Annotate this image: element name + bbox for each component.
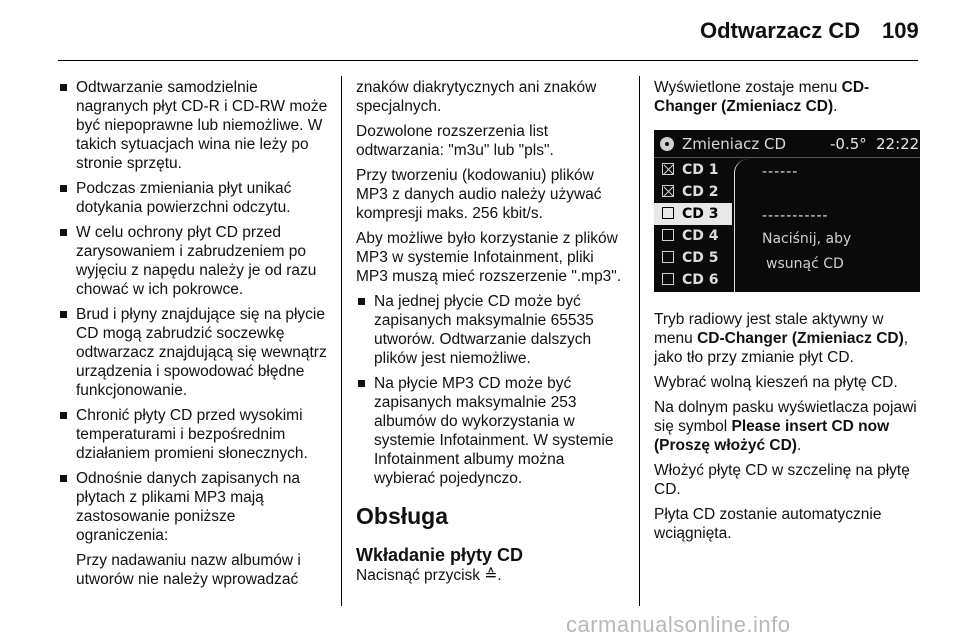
- screen-title: Zmieniacz CD: [682, 135, 787, 153]
- cd-slot-item-selected[interactable]: [654, 203, 732, 225]
- screen-separator: [734, 159, 752, 292]
- column-2: [356, 78, 626, 591]
- paragraph: Włożyć płytę CD w szczelinę na płytę CD.: [654, 462, 910, 498]
- empty-checkbox-icon: [662, 229, 674, 241]
- bullet-item: W celu ochrony płyt CD przed zarysowaniem i zabrudzeniem po wyjęciu z napędu należy je od razu chować w ich pokrowce.: [58, 223, 330, 299]
- cd-slot-item[interactable]: [654, 247, 732, 269]
- text-span: Na dolnym pasku wyświetlacza pojawi się symbol: [654, 399, 917, 435]
- column-1: [58, 78, 330, 595]
- text-span: Tryb radiowy jest stale aktywny w menu: [654, 311, 884, 347]
- cd-slot-item[interactable]: [654, 225, 732, 247]
- watermark: carmanualsonline.info: [566, 612, 791, 637]
- bullet-item: Na jednej płycie CD może być zapisanych maksymalnie 65535 utworów. Odtwarzanie dalszych plików jest niemożliwe.: [356, 292, 626, 368]
- empty-checkbox-icon: [662, 207, 674, 219]
- paragraph: Przy tworzeniu (kodowaniu) plików MP3 z danych audio należy używać kompresji maks. 256 kbit/s.: [356, 167, 602, 222]
- occupied-checkbox-icon: [662, 163, 674, 175]
- paragraph: Aby możliwe było korzystanie z plików MP3 w systemie Infotainment, pliki MP3 muszą mieć rozszerzenie ".mp3".: [356, 230, 622, 285]
- column-3: [654, 78, 926, 549]
- text-span: .: [833, 98, 838, 115]
- bullet-item: Podczas zmieniania płyt unikać dotykania powierzchni odczytu.: [58, 179, 330, 217]
- subsection-heading: Wkładanie płyty CD: [356, 545, 524, 565]
- cd-slot-label: CD 3: [682, 206, 719, 222]
- menu-name: CD-Changer (Zmieniacz CD): [697, 330, 904, 347]
- paragraph: [654, 310, 926, 367]
- track-placeholder: ------: [762, 164, 799, 180]
- cd-slot-item[interactable]: [654, 181, 732, 203]
- text-span: .: [796, 437, 802, 454]
- menu-name: CD-Changer (Zmieniacz CD): [654, 79, 870, 115]
- paragraph: Płyta CD zostanie automatycznie wciągnięta.: [654, 506, 882, 542]
- text-span: Wyświetlone zostaje menu: [654, 79, 842, 96]
- section-heading: Obsługa: [356, 503, 449, 529]
- screen-status-bar: [654, 130, 920, 158]
- insert-message-line1: Naciśnij, aby: [762, 231, 852, 247]
- column-divider: [639, 76, 640, 606]
- cd-slot-item[interactable]: [654, 269, 732, 291]
- bullet-item: Odtwarzanie samodzielnie nagranych płyt CD-R i CD-RW może być niepoprawne lub niemożliwe. W takich sytuacjach wina nie leży po stronie sprzętu.: [58, 78, 330, 173]
- paragraph: [654, 398, 926, 455]
- symbol-name: Please insert CD now (Proszę włożyć CD): [654, 418, 890, 454]
- cd-changer-screen: [654, 130, 920, 292]
- paragraph: Nacisnąć przycisk ≙.: [356, 567, 502, 584]
- cd-disc-icon: [660, 137, 674, 151]
- column-divider: [341, 76, 342, 606]
- cd-slot-label: CD 2: [682, 184, 719, 200]
- page-title: Odtwarzacz CD: [700, 18, 861, 43]
- bullet-item: Odnośnie danych zapisanych na płytach z plikami MP3 mają zastosowanie poniższe ograniczenia:: [58, 469, 330, 545]
- cd-slot-label: CD 5: [682, 250, 719, 266]
- page-number: 109: [882, 18, 919, 43]
- paragraph: znaków diakrytycznych ani znaków specjalnych.: [356, 79, 597, 115]
- empty-checkbox-icon: [662, 273, 674, 285]
- paragraph: Przy nadawaniu nazw albumów i utworów nie należy wprowadzać: [76, 552, 301, 588]
- cd-slot-item[interactable]: [654, 159, 732, 181]
- paragraph: Dozwolone rozszerzenia list odtwarzania: "m3u" lub "pls".: [356, 123, 554, 159]
- header-divider: [58, 60, 918, 61]
- paragraph: Wybrać wolną kieszeń na płytę CD.: [654, 374, 898, 391]
- empty-checkbox-icon: [662, 251, 674, 263]
- cd-slot-label: CD 1: [682, 162, 719, 178]
- insert-message-line2: wsunąć CD: [766, 256, 844, 272]
- bullet-item: Brud i płyny znajdujące się na płycie CD mogą zabrudzić soczewkę odtwarzacz znajdującą się wewnątrz urządzenia i spowodować błędne funkcjonowanie.: [58, 305, 330, 400]
- cd-slot-list: [654, 159, 732, 291]
- text-span: , jako tło przy zmianie płyt CD.: [654, 330, 909, 366]
- bullet-item: Chronić płyty CD przed wysokimi temperaturami i bezpośrednim działaniem promieni słonecznych.: [58, 406, 330, 463]
- cd-slot-label: CD 4: [682, 228, 719, 244]
- bullet-item: Na płycie MP3 CD może być zapisanych maksymalnie 253 albumów do wykorzystania w systemie Infotainment. W systemie Infotainment albumy można wybierać pojedynczo.: [356, 374, 626, 488]
- paragraph: [654, 78, 926, 116]
- temperature-readout: -0.5°: [830, 135, 867, 153]
- title-placeholder: -----------: [762, 208, 829, 224]
- cd-slot-label: CD 6: [682, 272, 719, 288]
- occupied-checkbox-icon: [662, 185, 674, 197]
- clock-readout: 22:22: [876, 135, 920, 153]
